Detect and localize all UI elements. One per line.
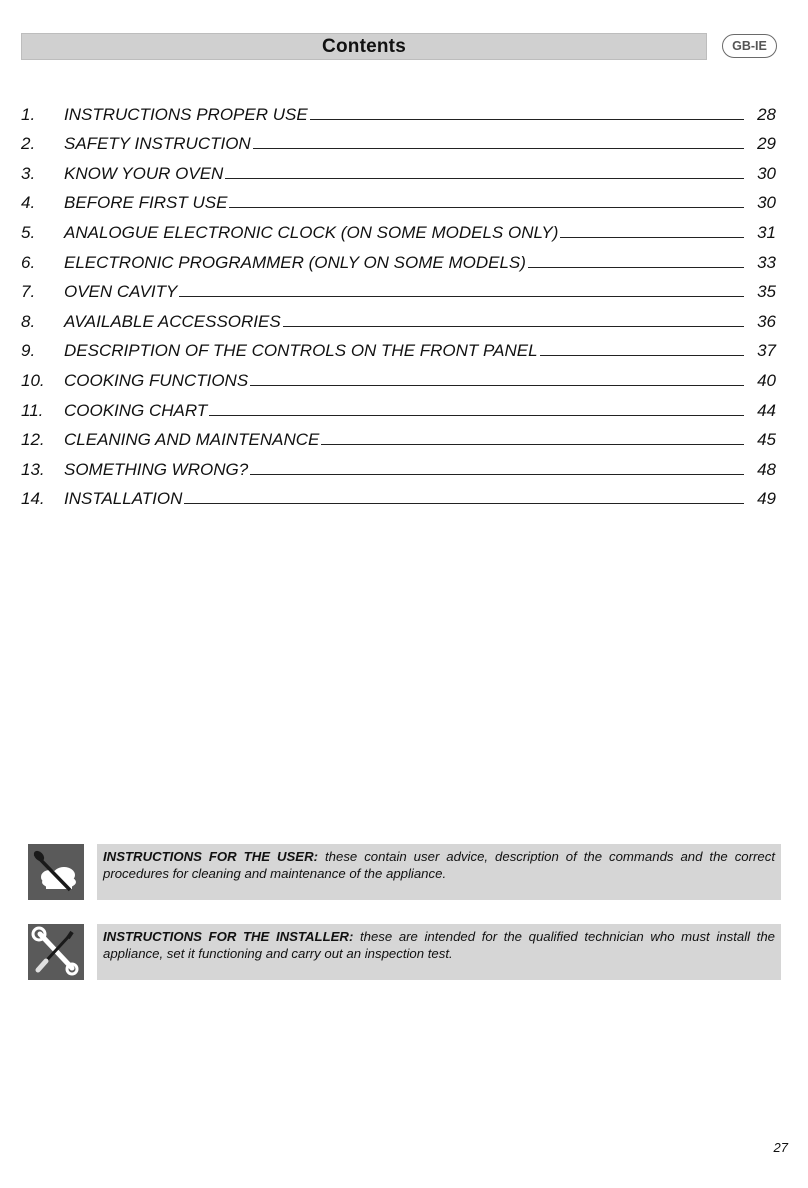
- toc-entry-title: BEFORE FIRST USE: [64, 193, 228, 213]
- toc-entry-number: 3.: [21, 163, 36, 183]
- toc-entry-page: 36: [757, 311, 776, 331]
- toc-entry-number: 1.: [21, 104, 36, 124]
- toc-entry-title: KNOW YOUR OVEN: [64, 163, 224, 183]
- toc-entry-title: OVEN CAVITY: [64, 282, 178, 302]
- toc-entry-number: 5.: [21, 222, 36, 242]
- toc-leader-line: [225, 178, 744, 179]
- toc-entry-page: 49: [757, 489, 776, 509]
- toc-leader-line: [310, 119, 744, 120]
- table-of-contents: [21, 93, 776, 507]
- toc-entry[interactable]: [21, 152, 776, 182]
- toc-entry-page: 31: [757, 222, 776, 242]
- toc-entry-page: 45: [757, 430, 776, 450]
- language-badge: GB-IE: [722, 34, 777, 58]
- toc-entry-title: ELECTRONIC PROGRAMMER (ONLY ON SOME MODELS): [64, 252, 526, 272]
- installer-instructions-body: these are intended for the qualified technician who must install the appliance, set it functioning and carry out an inspection test.: [103, 929, 775, 961]
- toc-entry-number: 12.: [21, 430, 45, 450]
- toc-leader-line: [283, 326, 744, 327]
- toc-entry[interactable]: [21, 419, 776, 449]
- user-instructions-body: these contain user advice, description of the commands and the correct procedures for cleaning and maintenance of the appliance.: [103, 849, 776, 881]
- chef-hat-spoon-icon: [28, 844, 84, 900]
- installer-instructions-note: [28, 924, 781, 980]
- toc-entry[interactable]: [21, 330, 776, 360]
- toc-entry-page: 28: [757, 104, 776, 124]
- toc-entry-number: 6.: [21, 252, 36, 272]
- toc-entry-number: 14.: [21, 489, 45, 509]
- toc-leader-line: [540, 355, 744, 356]
- toc-entry-page: 37: [757, 341, 776, 361]
- toc-entry-number: 10.: [21, 370, 45, 390]
- toc-entry-title: DESCRIPTION OF THE CONTROLS ON THE FRONT PANEL: [64, 341, 538, 361]
- toc-entry-number: 4.: [21, 193, 36, 213]
- toc-entry-page: 48: [757, 459, 776, 479]
- toc-entry-title: SAFETY INSTRUCTION: [64, 134, 251, 154]
- toc-leader-line: [560, 237, 744, 238]
- toc-entry-page: 33: [757, 252, 776, 272]
- toc-entry-page: 29: [757, 134, 776, 154]
- toc-leader-line: [321, 444, 744, 445]
- toc-entry-number: 11.: [21, 400, 44, 420]
- toc-entry[interactable]: [21, 448, 776, 478]
- toc-entry-number: 13.: [21, 459, 45, 479]
- toc-leader-line: [528, 267, 744, 268]
- page-title: Contents: [322, 35, 406, 57]
- toc-entry-number: 9.: [21, 341, 36, 361]
- toc-entry[interactable]: [21, 300, 776, 330]
- toc-entry-page: 35: [757, 282, 776, 302]
- toc-entry-title: SOMETHING WRONG?: [64, 459, 249, 479]
- toc-entry-title: CLEANING AND MAINTENANCE: [64, 430, 320, 450]
- toc-entry-page: 30: [757, 163, 776, 183]
- toc-entry-number: 2.: [21, 134, 36, 154]
- toc-leader-line: [229, 207, 744, 208]
- toc-entry-title: AVAILABLE ACCESSORIES: [64, 311, 281, 331]
- toc-leader-line: [253, 148, 744, 149]
- toc-entry-title: COOKING FUNCTIONS: [64, 370, 249, 390]
- contents-header-bar: [21, 33, 707, 60]
- toc-entry-page: 44: [757, 400, 776, 420]
- toc-entry-title: COOKING CHART: [64, 400, 208, 420]
- toc-entry[interactable]: [21, 389, 776, 419]
- toc-entry[interactable]: [21, 93, 776, 123]
- toc-entry[interactable]: [21, 271, 776, 301]
- wrench-screwdriver-icon: [28, 924, 84, 980]
- toc-leader-line: [250, 385, 744, 386]
- toc-entry[interactable]: [21, 241, 776, 271]
- toc-leader-line: [179, 296, 744, 297]
- toc-entry-title: ANALOGUE ELECTRONIC CLOCK (ON SOME MODELS ONLY): [64, 222, 559, 242]
- toc-entry-title: INSTRUCTIONS PROPER USE: [64, 104, 308, 124]
- installer-instructions-text: [97, 924, 781, 980]
- toc-entry-page: 30: [757, 193, 776, 213]
- toc-entry[interactable]: [21, 359, 776, 389]
- toc-entry[interactable]: [21, 182, 776, 212]
- toc-entry[interactable]: [21, 478, 776, 508]
- toc-leader-line: [184, 503, 744, 504]
- page-number: 27: [773, 1140, 788, 1155]
- toc-entry[interactable]: [21, 211, 776, 241]
- toc-entry[interactable]: [21, 123, 776, 153]
- toc-entry-number: 8.: [21, 311, 36, 331]
- user-instructions-note: [28, 844, 781, 900]
- toc-leader-line: [250, 474, 744, 475]
- toc-entry-title: INSTALLATION: [64, 489, 183, 509]
- toc-entry-page: 40: [757, 370, 776, 390]
- toc-entry-number: 7.: [21, 282, 36, 302]
- toc-leader-line: [209, 415, 744, 416]
- user-instructions-text: [97, 844, 781, 900]
- installer-instructions-heading: INSTRUCTIONS FOR THE INSTALLER:: [103, 929, 354, 944]
- user-instructions-heading: INSTRUCTIONS FOR THE USER:: [103, 849, 319, 864]
